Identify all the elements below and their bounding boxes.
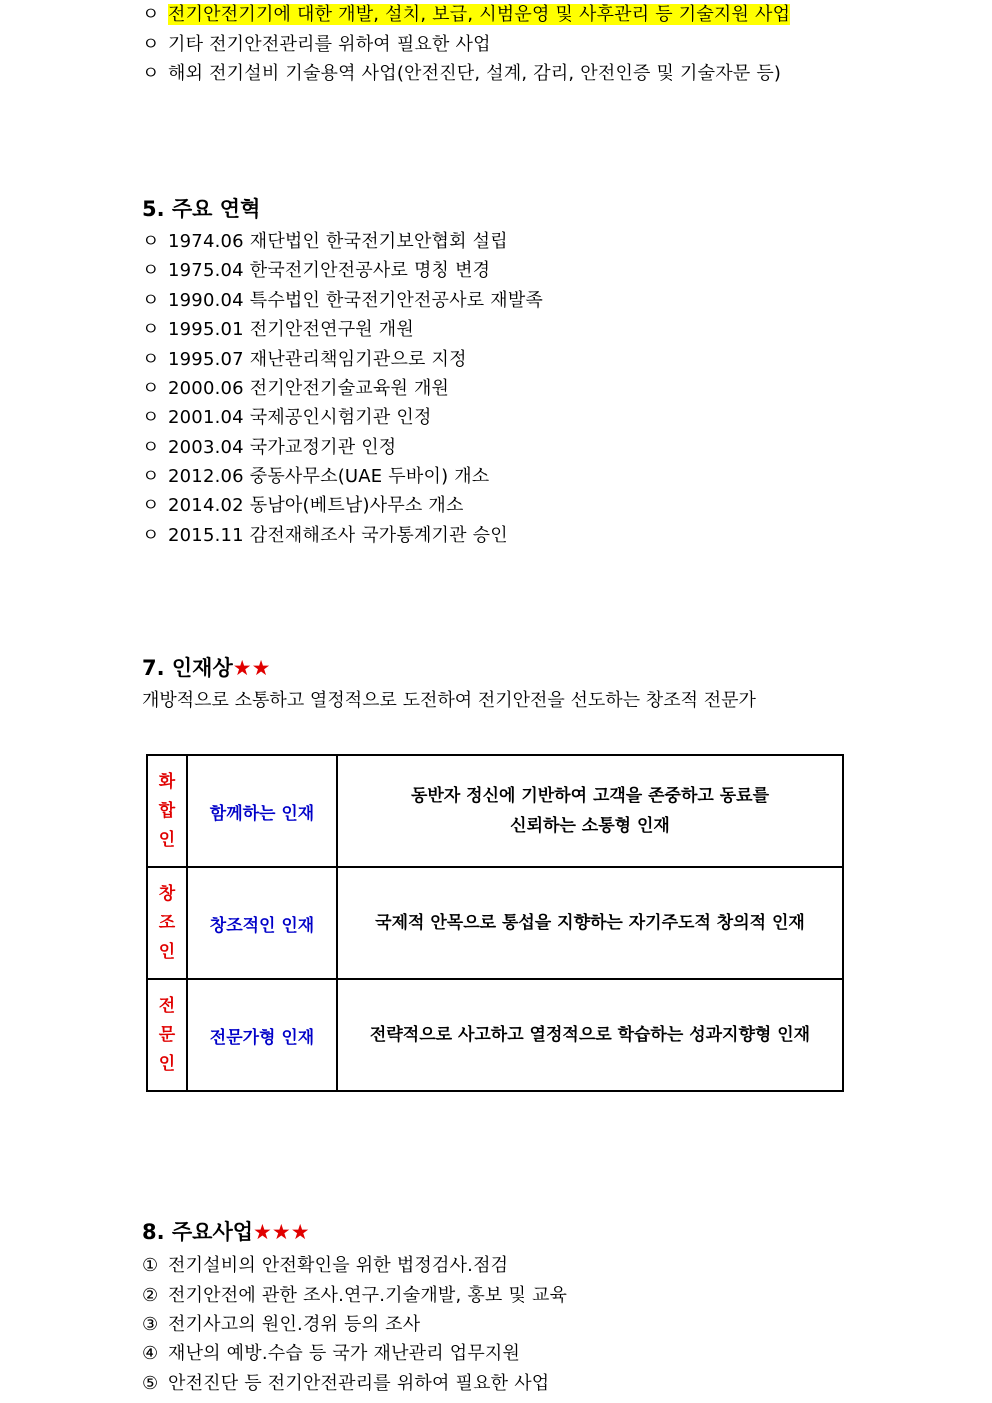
bullet-icon: ㅇ <box>142 495 160 516</box>
talent-table <box>146 754 844 1092</box>
history-item-text: 1995.07 재난관리책임기관으로 지정 <box>168 349 467 370</box>
talent-heading <box>142 655 270 681</box>
talent-heading-text: 7. 인재상 <box>142 656 233 680</box>
history-item <box>142 319 414 341</box>
business-item-text: 전기안전에 관한 조사.연구.기술개발, 홍보 및 교육 <box>168 1285 568 1306</box>
table-row <box>147 867 843 979</box>
bullet-icon: ㅇ <box>142 349 160 370</box>
business-item-text: 재난의 예방.수습 등 국가 재난관리 업무지원 <box>168 1343 521 1364</box>
bullet-icon: ㅇ <box>142 437 160 458</box>
number-icon: ② <box>142 1285 159 1306</box>
bullet-icon: ㅇ <box>142 319 160 340</box>
history-item <box>142 466 489 488</box>
bullet-icon: ㅇ <box>142 290 160 311</box>
description-line: 신뢰하는 소통형 인재 <box>510 816 670 836</box>
business-heading-text: 8. 주요사업 <box>142 1220 254 1244</box>
history-item-text: 2012.06 중동사무소(UAE 두바이) 개소 <box>168 466 490 487</box>
description-line: 동반자 정신에 기반하여 고객을 존중하고 동료를 <box>410 786 770 806</box>
description-line: 전략적으로 사고하고 열정적으로 학습하는 성과지향형 인재 <box>369 1025 811 1045</box>
category-char: 화 <box>158 771 176 792</box>
business-item <box>142 1285 567 1307</box>
number-icon: ① <box>142 1255 159 1276</box>
table-row <box>147 755 843 867</box>
business-item <box>142 1314 420 1336</box>
history-item-text: 2014.02 동남아(베트남)사무소 개소 <box>168 495 464 516</box>
bullet-icon: ㅇ <box>142 4 160 25</box>
category-char: 인 <box>158 1053 176 1074</box>
history-item-text: 2003.04 국가교정기관 인정 <box>168 437 397 458</box>
history-item-text: 2015.11 감전재해조사 국가통계기관 승인 <box>168 525 508 546</box>
business-item <box>142 1373 549 1395</box>
history-item-text: 1974.06 재단법인 한국전기보안협회 설립 <box>168 231 508 252</box>
history-heading: 5. 주요 연혁 <box>142 197 261 221</box>
history-item-text: 2000.06 전기안전기술교육원 개원 <box>168 378 450 399</box>
history-item-text: 2001.04 국제공인시험기관 인정 <box>168 407 432 428</box>
history-item <box>142 378 449 400</box>
bullet-icon: ㅇ <box>142 407 160 428</box>
talent-category <box>147 867 187 979</box>
history-item-text: 1975.04 한국전기안전공사로 명칭 변경 <box>168 260 491 281</box>
number-icon: ③ <box>142 1314 159 1335</box>
talent-description <box>337 755 843 867</box>
talent-name: 창조적인 인재 <box>187 867 337 979</box>
bullet-icon: ㅇ <box>142 466 160 487</box>
star-icon: ★★ <box>232 656 271 680</box>
history-item <box>142 349 467 371</box>
bullet-icon: ㅇ <box>142 63 160 84</box>
talent-description <box>337 867 843 979</box>
business-heading <box>142 1219 310 1245</box>
business-item-text: 전기설비의 안전확인을 위한 법정검사.점검 <box>168 1255 509 1276</box>
list-item <box>142 4 790 26</box>
list-item-text: 기타 전기안전관리를 위하여 필요한 사업 <box>168 34 491 55</box>
bullet-icon: ㅇ <box>142 231 160 252</box>
history-item <box>142 231 508 253</box>
business-item-text: 전기사고의 원인.경위 등의 조사 <box>168 1314 421 1335</box>
history-item <box>142 407 432 429</box>
star-icon: ★★★ <box>253 1220 310 1244</box>
history-item <box>142 525 508 547</box>
bullet-icon: ㅇ <box>142 525 160 546</box>
category-char: 인 <box>158 941 176 962</box>
category-char: 합 <box>158 800 176 821</box>
list-item-text: 해외 전기설비 기술용역 사업(안전진단, 설계, 감리, 안전인증 및 기술자문 등) <box>168 63 782 84</box>
history-item-text: 1995.01 전기안전연구원 개원 <box>168 319 414 340</box>
business-item <box>142 1255 508 1277</box>
bullet-icon: ㅇ <box>142 34 160 55</box>
history-item <box>142 437 396 459</box>
highlighted-text: 전기안전기기에 대한 개발, 설치, 보급, 시범운영 및 사후관리 등 기술지원 사업 <box>168 4 791 25</box>
talent-intro: 개방적으로 소통하고 열정적으로 도전하여 전기안전을 선도하는 창조적 전문가 <box>142 690 756 711</box>
business-item-text: 안전진단 등 전기안전관리를 위하여 필요한 사업 <box>168 1373 550 1394</box>
list-item <box>142 34 491 56</box>
number-icon: ④ <box>142 1343 159 1364</box>
category-char: 조 <box>158 912 176 933</box>
talent-description <box>337 979 843 1091</box>
category-char: 전 <box>158 995 176 1016</box>
business-item <box>142 1343 520 1365</box>
number-icon: ⑤ <box>142 1373 159 1394</box>
talent-category <box>147 755 187 867</box>
table-row <box>147 979 843 1091</box>
talent-category <box>147 979 187 1091</box>
history-item <box>142 495 464 517</box>
category-char: 인 <box>158 829 176 850</box>
history-item <box>142 290 543 312</box>
talent-name: 전문가형 인재 <box>187 979 337 1091</box>
category-char: 창 <box>158 883 176 904</box>
talent-name: 함께하는 인재 <box>187 755 337 867</box>
history-item <box>142 260 490 282</box>
bullet-icon: ㅇ <box>142 260 160 281</box>
history-item-text: 1990.04 특수법인 한국전기안전공사로 재발족 <box>168 290 544 311</box>
bullet-icon: ㅇ <box>142 378 160 399</box>
category-char: 문 <box>158 1024 176 1045</box>
list-item <box>142 63 781 85</box>
description-line: 국제적 안목으로 통섭을 지향하는 자기주도적 창의적 인재 <box>375 913 805 933</box>
